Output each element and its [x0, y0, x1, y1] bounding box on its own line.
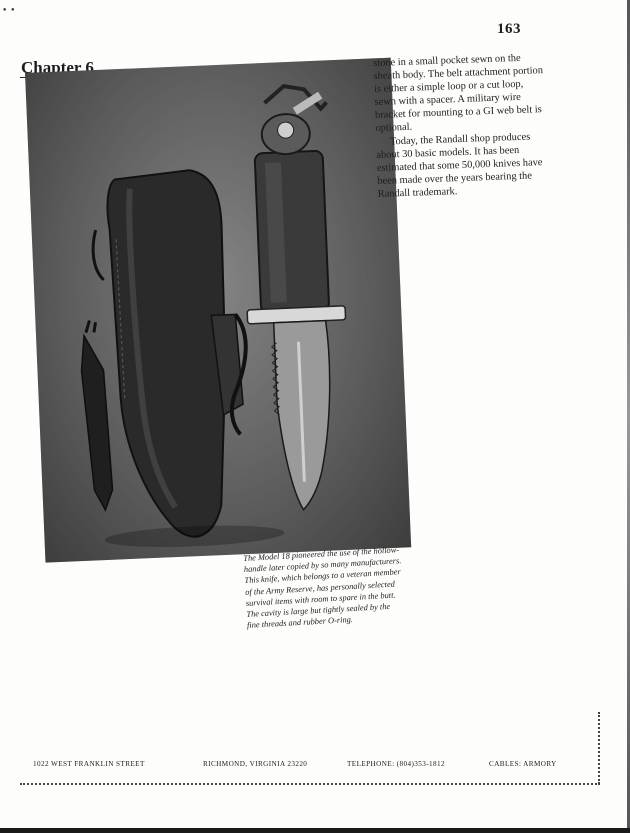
right-dotted-border: [598, 712, 602, 784]
knife-photo: [25, 58, 411, 563]
footer-city: RICHMOND, VIRGINIA 23220: [203, 760, 308, 768]
photo-caption: The Model 18 pioneered the use of the hollow-handle later copied by so many manufacturers. This knife, which belongs to a veteran member of the Army Reserve, has personally selected survival items with room to spare in the butt. The cavity is large but tightly sealed by the fine threads and rubber O-ring.: [243, 545, 402, 631]
corner-mark: • •: [2, 6, 16, 16]
body-paragraph-1: stone in a small pocket sewn on the sheath body. The belt attachment portion is either a simple loop or a cut loop, sewn with a spacer. A military wire bracket for mounting to a GI web belt is optional.: [373, 52, 544, 135]
footer-address: 1022 WEST FRANKLIN STREET: [33, 760, 145, 768]
footer-telephone: TELEPHONE: (804)353-1812: [347, 760, 446, 768]
body-text: [373, 51, 548, 201]
body-paragraph-2: Today, the Randall shop produces about 30 basic models. It has been estimated that some 50,000 knives have been made over the years bearing the Randall trademark.: [376, 131, 543, 200]
page-number: 163: [497, 21, 521, 37]
bottom-dotted-border: [20, 783, 600, 785]
knife-and-sheath-illustration: [25, 58, 411, 563]
bottom-edge: [0, 828, 630, 833]
footer: [33, 760, 593, 768]
footer-cables: CABLES: ARMORY: [489, 760, 557, 768]
chapter-heading: Chapter 6: [21, 58, 94, 77]
